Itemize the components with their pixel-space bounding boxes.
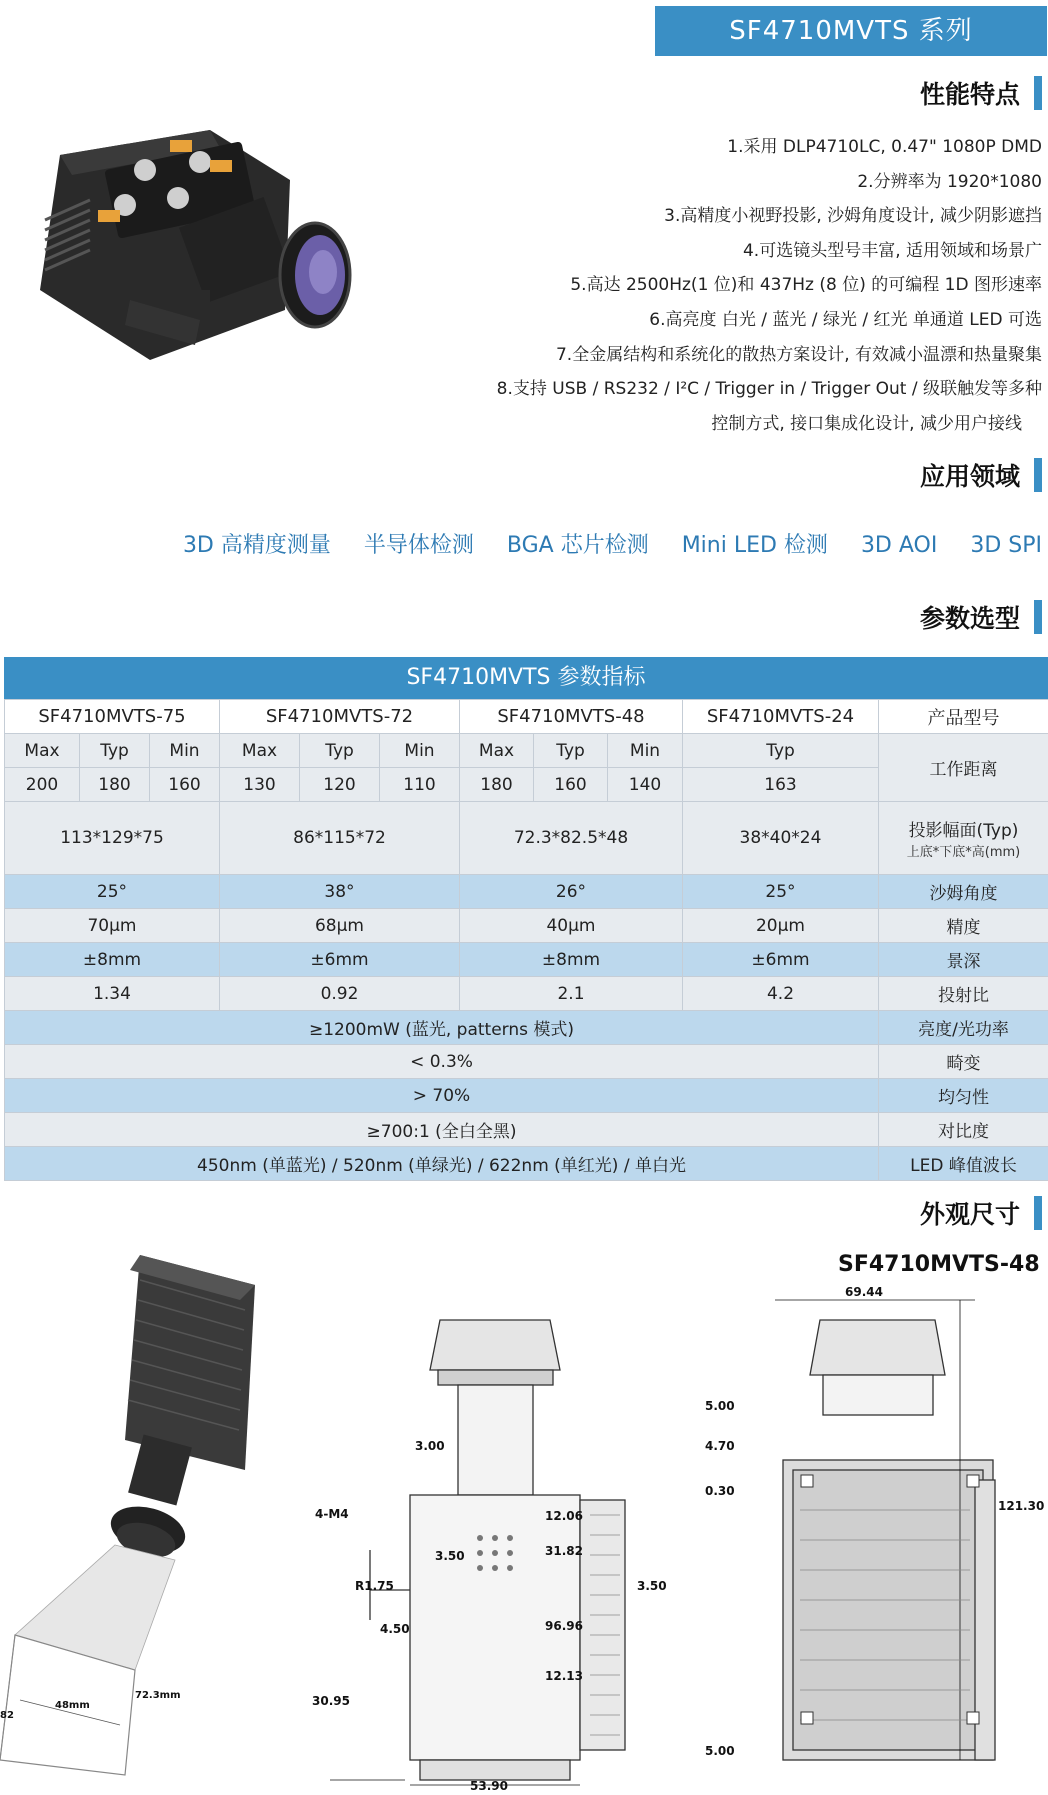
application-item: BGA 芯片检测 xyxy=(506,533,649,558)
dim-69-44: 69.44 xyxy=(845,1285,883,1299)
feature-item: 2.分辨率为 1920*1080 xyxy=(857,171,1042,192)
model-24-header: SF4710MVTS-24 xyxy=(683,700,879,734)
sub-min: Min xyxy=(150,734,220,768)
model-75-header: SF4710MVTS-75 xyxy=(5,700,220,734)
proj-size-label xyxy=(879,802,1048,875)
work-distance-label: 工作距离 xyxy=(879,734,1048,802)
params-table-title: SF4710MVTS 参数指标 xyxy=(4,657,1048,699)
dim-72mm: 72.3mm xyxy=(135,1690,181,1701)
wd-48-max: 180 xyxy=(460,768,534,802)
proj-75: 113*129*75 xyxy=(5,802,220,875)
section-marker xyxy=(1034,600,1042,634)
proj-72: 86*115*72 xyxy=(220,802,460,875)
feature-item: 3.高精度小视野投影, 沙姆角度设计, 减少阴影遮挡 xyxy=(664,206,1042,227)
contrast-value: ≥700:1 (全白全黑) xyxy=(5,1113,879,1147)
wd-48-typ: 160 xyxy=(534,768,608,802)
uniformity-value: > 70% xyxy=(5,1079,879,1113)
dim-3-00: 3.00 xyxy=(415,1439,445,1453)
wd-75-min: 160 xyxy=(150,768,220,802)
feature-item: 8.支持 USB / RS232 / I²C / Trigger in / Trigger Out / 级联触发等多种 xyxy=(496,379,1042,400)
dof-75: ±8mm xyxy=(5,943,220,977)
dim-4-70: 4.70 xyxy=(705,1439,735,1453)
sub-min: Min xyxy=(380,734,460,768)
sub-typ: Typ xyxy=(683,734,879,768)
dof-24: ±6mm xyxy=(683,943,879,977)
precision-75: 70μm xyxy=(5,909,220,943)
led-value: 450nm (单蓝光) / 520nm (单绿光) / 622nm (单红光) / 单白光 xyxy=(5,1147,879,1181)
sub-typ: Typ xyxy=(80,734,150,768)
dimensions-title: 外观尺寸 xyxy=(919,1200,1020,1229)
throw-75: 1.34 xyxy=(5,977,220,1011)
dof-72: ±6mm xyxy=(220,943,460,977)
dim-121-30: 121.30 xyxy=(998,1499,1045,1513)
projection-illustration xyxy=(0,1240,270,1795)
feature-item: 4.可选镜头型号丰富, 适用领域和场景广 xyxy=(742,240,1042,261)
dimensions-section-header xyxy=(920,1196,1042,1230)
proj-24: 38*40*24 xyxy=(683,802,879,875)
series-title-banner: SF4710MVTS 系列 xyxy=(655,6,1047,56)
dim-r1-75: R1.75 xyxy=(355,1579,394,1593)
wd-48-min: 140 xyxy=(608,768,683,802)
sub-max: Max xyxy=(220,734,300,768)
features-section-header xyxy=(920,76,1042,110)
features-title: 性能特点 xyxy=(919,80,1020,109)
applications-title: 应用领域 xyxy=(919,462,1020,491)
application-item: 半导体检测 xyxy=(363,533,474,558)
projector-product-image xyxy=(20,100,380,400)
params-table xyxy=(4,699,1048,1181)
distortion-label: 畸变 xyxy=(879,1045,1048,1079)
wd-72-typ: 120 xyxy=(300,768,380,802)
brightness-label: 亮度/光功率 xyxy=(879,1011,1048,1045)
feature-item: 1.采用 DLP4710LC, 0.47" 1080P DMD xyxy=(727,137,1042,157)
sub-min: Min xyxy=(608,734,683,768)
angle-48: 26° xyxy=(460,875,683,909)
dim-53-90: 53.90 xyxy=(470,1779,508,1793)
drawing-model-label: SF4710MVTS-48 xyxy=(838,1252,1040,1277)
dim-12-06: 12.06 xyxy=(545,1509,583,1523)
uniformity-label: 均匀性 xyxy=(879,1079,1048,1113)
throw-72: 0.92 xyxy=(220,977,460,1011)
contrast-label: 对比度 xyxy=(879,1113,1048,1147)
application-item: 3D AOI xyxy=(860,533,938,558)
led-label: LED 峰值波长 xyxy=(879,1147,1048,1181)
angle-72: 38° xyxy=(220,875,460,909)
distortion-value: < 0.3% xyxy=(5,1045,879,1079)
dim-5-00-bottom: 5.00 xyxy=(705,1744,735,1758)
wd-72-max: 130 xyxy=(220,768,300,802)
feature-item: 5.高达 2500Hz(1 位)和 437Hz (8 位) 的可编程 1D 图形速率 xyxy=(570,275,1042,296)
precision-label: 精度 xyxy=(879,909,1048,943)
application-item: 3D SPI xyxy=(970,533,1042,558)
dim-48mm: 48mm xyxy=(55,1700,90,1711)
dof-label: 景深 xyxy=(879,943,1048,977)
proj-size-label-sub: 上底*下底*高(mm) xyxy=(906,845,1021,860)
section-marker xyxy=(1034,76,1042,110)
dim-30-95: 30.95 xyxy=(312,1694,350,1708)
dof-48: ±8mm xyxy=(460,943,683,977)
application-item: Mini LED 检测 xyxy=(681,533,828,558)
dim-0-30: 0.30 xyxy=(705,1484,735,1498)
brightness-value: ≥1200mW (蓝光, patterns 模式) xyxy=(5,1011,879,1045)
params-section-header xyxy=(920,600,1042,634)
precision-72: 68μm xyxy=(220,909,460,943)
features-list xyxy=(402,130,1042,441)
model-label-cell: 产品型号 xyxy=(879,700,1048,734)
angle-label: 沙姆角度 xyxy=(879,875,1048,909)
dim-12-13: 12.13 xyxy=(545,1669,583,1683)
feature-item: 7.全金属结构和系统化的散热方案设计, 有效减小温漂和热量聚集 xyxy=(555,344,1042,365)
side-view-drawing xyxy=(310,1290,680,1795)
applications-list xyxy=(157,528,1042,559)
dim-82: 82 xyxy=(0,1710,14,1721)
throw-48: 2.1 xyxy=(460,977,683,1011)
applications-section-header xyxy=(920,458,1042,492)
dim-4-m4: 4-M4 xyxy=(315,1507,349,1521)
model-72-header: SF4710MVTS-72 xyxy=(220,700,460,734)
application-item: 3D 高精度测量 xyxy=(182,533,331,558)
sub-typ: Typ xyxy=(534,734,608,768)
dim-96-96: 96.96 xyxy=(545,1619,583,1633)
angle-75: 25° xyxy=(5,875,220,909)
wd-72-min: 110 xyxy=(380,768,460,802)
sub-max: Max xyxy=(5,734,80,768)
proj-48: 72.3*82.5*48 xyxy=(460,802,683,875)
dim-3-50: 3.50 xyxy=(637,1579,667,1593)
precision-24: 20μm xyxy=(683,909,879,943)
throw-label: 投射比 xyxy=(879,977,1048,1011)
wd-75-typ: 180 xyxy=(80,768,150,802)
sub-typ: Typ xyxy=(300,734,380,768)
model-48-header: SF4710MVTS-48 xyxy=(460,700,683,734)
sub-max: Max xyxy=(460,734,534,768)
throw-24: 4.2 xyxy=(683,977,879,1011)
front-view-drawing xyxy=(705,1280,1045,1785)
params-title: 参数选型 xyxy=(919,604,1020,633)
section-marker xyxy=(1034,458,1042,492)
wd-75-max: 200 xyxy=(5,768,80,802)
angle-24: 25° xyxy=(683,875,879,909)
feature-item: 6.高亮度 白光 / 蓝光 / 绿光 / 红光 单通道 LED 可选 xyxy=(649,309,1042,330)
dim-3-50-b: 3.50 xyxy=(435,1549,465,1563)
dim-31-82: 31.82 xyxy=(545,1544,583,1558)
dim-5-00-top: 5.00 xyxy=(705,1399,735,1413)
proj-size-label-main: 投影幅面(Typ) xyxy=(908,821,1019,841)
section-marker xyxy=(1034,1196,1042,1230)
feature-item: 控制方式, 接口集成化设计, 减少用户接线 xyxy=(711,413,1022,434)
dim-4-50: 4.50 xyxy=(380,1622,410,1636)
wd-24-typ: 163 xyxy=(683,768,879,802)
precision-48: 40μm xyxy=(460,909,683,943)
